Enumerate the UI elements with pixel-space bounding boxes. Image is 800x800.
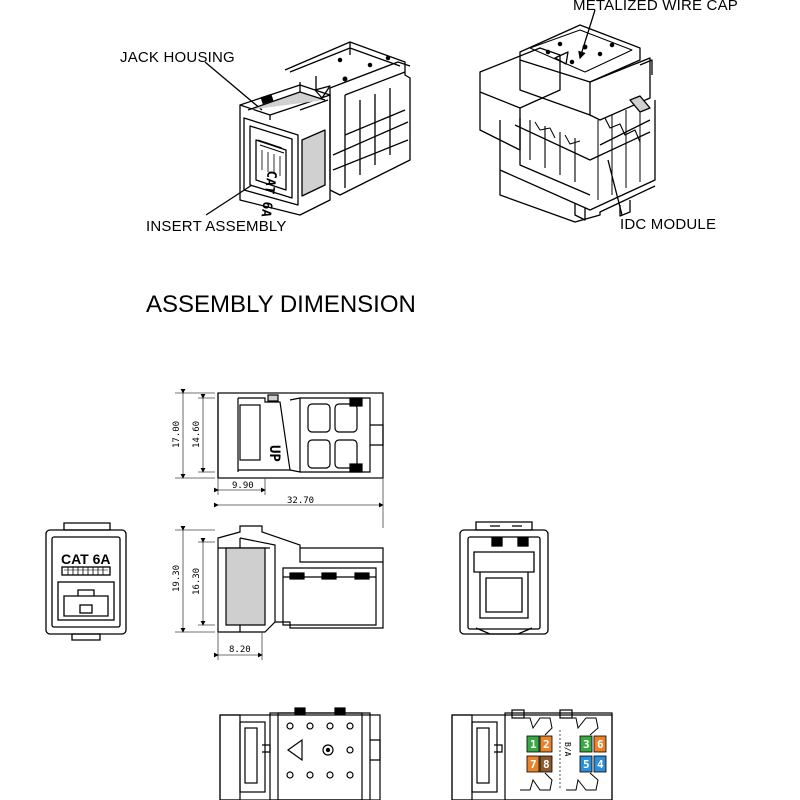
section-title: ASSEMBLY DIMENSION	[146, 291, 416, 318]
cap-top-view	[220, 708, 380, 800]
dim-front-depth-side: 8.20	[229, 645, 251, 655]
dim-overall-width: 17.00	[172, 420, 182, 448]
idc-pin-6: 6	[597, 738, 604, 751]
side-view	[218, 526, 383, 632]
callout-insert-assembly: INSERT ASSEMBLY	[146, 218, 287, 235]
iso-view-front	[205, 42, 410, 215]
dim-inner-height: 16.30	[192, 567, 202, 595]
dim-overall-height: 19.30	[172, 564, 182, 592]
idc-pin-2: 2	[543, 738, 550, 751]
idc-view	[452, 710, 612, 800]
iso-view-rear	[480, 10, 655, 222]
dim-inner-width: 14.60	[192, 420, 202, 448]
top-view-up-label: UP	[266, 445, 282, 462]
front-view-cat-label: CAT 6A	[61, 551, 111, 567]
dim-front-depth-top: 9.90	[232, 481, 254, 491]
idc-pin-1: 1	[530, 738, 537, 751]
front-view	[46, 523, 126, 640]
dim-overall-length: 32.70	[287, 496, 315, 506]
callout-idc-module: IDC MODULE	[620, 216, 717, 233]
callout-metalized-wire-cap: METALIZED WIRE CAP	[573, 0, 739, 14]
idc-pin-3: 3	[583, 738, 590, 751]
idc-pin-5: 5	[583, 758, 590, 771]
top-view	[218, 393, 383, 478]
idc-pin-7: 7	[530, 758, 537, 771]
iso-jack-label: CAT 6A	[257, 169, 279, 219]
idc-pin-8: 8	[543, 758, 550, 771]
rear-view	[460, 522, 548, 634]
idc-pin-4: 4	[597, 758, 604, 771]
callout-jack-housing: JACK HOUSING	[120, 49, 235, 66]
idc-scheme-label: B/A	[563, 742, 572, 757]
